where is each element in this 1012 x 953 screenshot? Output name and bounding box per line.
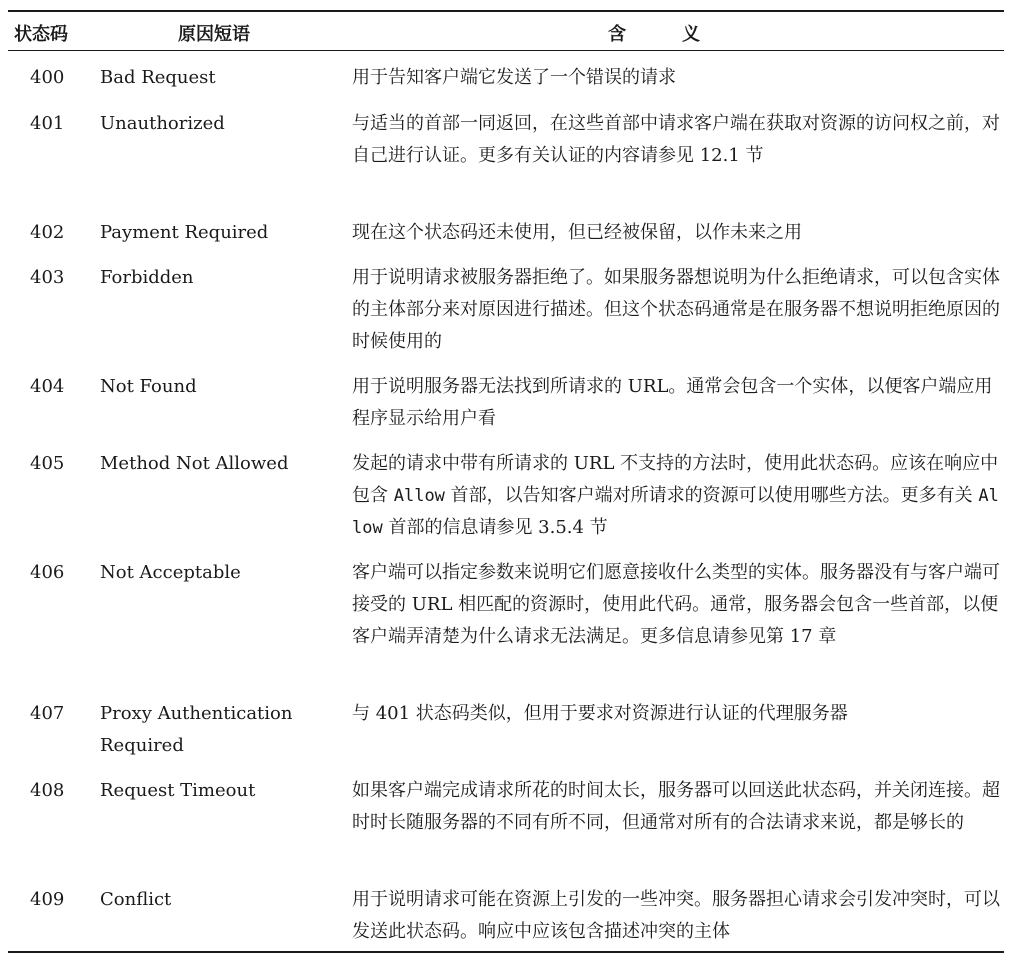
meaning-text: 用于说明请求被服务器拒绝了。如果服务器想说明为什么拒绝请求，可以包含实体的主体部分来对原因进行描述。但这个状态码通常是在服务器不想说明拒绝原因的时候使用的 bbox=[352, 267, 1000, 352]
meaning-text bbox=[352, 448, 1004, 546]
meaning-text: 用于说明请求可能在资源上引发的一些冲突。服务器担心请求会引发冲突时，可以发送此状态码。响应中应该包含描述冲突的主体 bbox=[352, 889, 1000, 942]
table-row bbox=[8, 97, 1004, 206]
meaning-text-part: 首部的信息请参见 3.5.4 节 bbox=[382, 517, 608, 538]
meaning-text: 用于说明服务器无法找到所请求的 URL。通常会包含一个实体，以便客户端应用程序显示给用户看 bbox=[352, 376, 993, 429]
status-code: 403 bbox=[30, 267, 65, 288]
status-code: 406 bbox=[30, 562, 65, 583]
status-code: 405 bbox=[30, 453, 65, 474]
status-code: 401 bbox=[30, 113, 65, 134]
reason-phrase: Forbidden bbox=[100, 267, 194, 288]
table-row bbox=[8, 437, 1004, 546]
status-code: 407 bbox=[30, 703, 65, 724]
status-code: 402 bbox=[30, 222, 65, 243]
reason-phrase: Payment Required bbox=[100, 222, 269, 243]
allow-header-code: Allow bbox=[352, 486, 999, 538]
reason-phrase: Unauthorized bbox=[100, 113, 225, 134]
reason-phrase: Proxy Authentication Required bbox=[100, 703, 293, 756]
status-code: 400 bbox=[30, 67, 65, 88]
meaning-text: 现在这个状态码还未使用，但已经被保留，以作未来之用 bbox=[352, 222, 802, 243]
meaning-text: 客户端可以指定参数来说明它们愿意接收什么类型的实体。服务器没有与客户端可接受的 URL 相匹配的资源时，使用此代码。通常，服务器会包含一些首部，以便客户端弄清楚为什么请求无法满足。更多信息请参见第 17 章 bbox=[352, 562, 1000, 647]
table-row bbox=[8, 873, 1004, 951]
table-row bbox=[8, 51, 1004, 97]
header-meaning: 含义 bbox=[608, 24, 756, 45]
status-code: 404 bbox=[30, 376, 65, 397]
meaning-text-part: 发起的请求中带有所请求的 URL 不支持的方法时，使用此状态码。应该在响应中包含 bbox=[352, 453, 999, 506]
reason-phrase: Bad Request bbox=[100, 67, 216, 88]
meaning-text: 如果客户端完成请求所花的时间太长，服务器可以回送此状态码，并关闭连接。超时时长随服务器的不同有所不同，但通常对所有的合法请求来说，都是够长的 bbox=[352, 780, 1000, 833]
table-header bbox=[8, 12, 1004, 50]
table-row bbox=[8, 687, 1004, 764]
table-body bbox=[8, 51, 1004, 951]
reason-phrase: Not Found bbox=[100, 376, 197, 397]
status-code: 409 bbox=[30, 889, 65, 910]
table-row bbox=[8, 206, 1004, 251]
table-row bbox=[8, 251, 1004, 360]
reason-phrase: Method Not Allowed bbox=[100, 453, 289, 474]
reason-phrase: Conflict bbox=[100, 889, 172, 910]
meaning-text: 与 401 状态码类似，但用于要求对资源进行认证的代理服务器 bbox=[352, 703, 848, 724]
status-code-table bbox=[8, 10, 1004, 953]
header-status-code: 状态码 bbox=[14, 24, 68, 45]
meaning-text: 用于告知客户端它发送了一个错误的请求 bbox=[352, 67, 676, 88]
table-row bbox=[8, 546, 1004, 687]
table-row bbox=[8, 360, 1004, 437]
status-code: 408 bbox=[30, 780, 65, 801]
meaning-text: 与适当的首部一同返回，在这些首部中请求客户端在获取对资源的访问权之前，对自己进行认证。更多有关认证的内容请参见 12.1 节 bbox=[352, 113, 1000, 166]
table-row bbox=[8, 764, 1004, 873]
header-reason-phrase: 原因短语 bbox=[178, 24, 250, 45]
reason-phrase: Not Acceptable bbox=[100, 562, 241, 583]
meaning-text-part: 首部，以告知客户端对所请求的资源可以使用哪些方法。更多有关 bbox=[444, 485, 979, 506]
reason-phrase: Request Timeout bbox=[100, 780, 256, 801]
allow-header-code: Allow bbox=[393, 486, 445, 506]
